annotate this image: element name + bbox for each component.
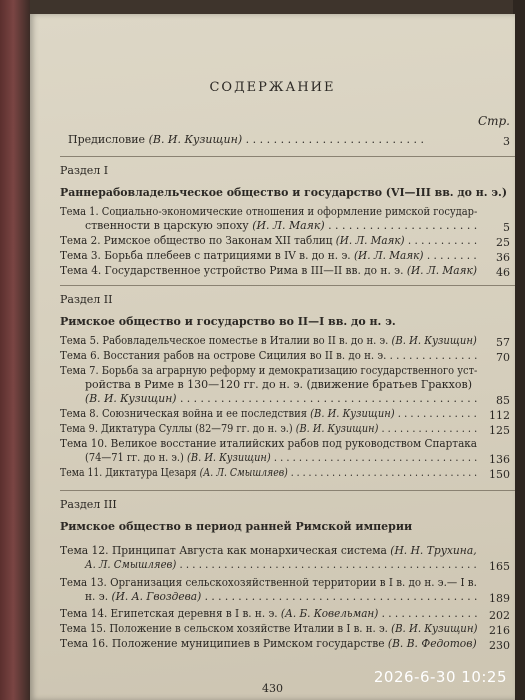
leader-dots: . . . . . . . .	[426, 249, 477, 262]
toc-entry: Тема 7. Борьба за аграрную реформу и демократизацию государственного уст-	[60, 364, 478, 377]
toc-entry: Тема 3. Борьба плебеев с патрициями в IV в. до н. э. (И. Л. Маяк) . . . . . . . .	[60, 249, 477, 262]
leader-dots: . . . . . . . . . . . . . . . . . . . . . . . . . . . . . . . .	[290, 466, 478, 479]
divider	[60, 285, 515, 286]
toc-entry: Тема 13. Организация сельскохозяйственной территории в I в. до н. э.— I в.	[60, 576, 477, 589]
book-page	[30, 14, 515, 700]
page-number: 430	[262, 682, 283, 695]
toc-page-number: 216	[489, 624, 510, 637]
toc-entry: Тема 4. Государственное устройство Рима в III—II вв. до н. э. (И. Л. Маяк)	[60, 264, 477, 277]
toc-entry: Тема 12. Принципат Августа как монархическая система (Н. Н. Трухина,	[60, 544, 477, 557]
photo-timestamp: 2026-6-30 10:25	[373, 668, 507, 686]
toc-entry-continued: А. Л. Смышляев) . . . . . . . . . . . . . . . . . . . . . . . . . . . . . . . . . . . . . . . . . . . . . . .	[85, 558, 477, 571]
page-title: СОДЕРЖАНИЕ	[209, 80, 336, 95]
toc-entry: Тема 15. Положение в сельском хозяйстве Италии в I в. н. э. (В. И. Кузищин)	[60, 622, 478, 635]
toc-page-number: 36	[496, 251, 510, 264]
section-heading: Раздел II	[60, 293, 113, 306]
leader-dots: . . . . . . . . . . . . . . . . . . . . . . . . . . . . . . . . .	[273, 451, 478, 464]
leader-dots: . . . . . . . . . . . . . . .	[381, 607, 478, 620]
toc-page-number: 46	[496, 266, 510, 279]
section-heading: Раздел I	[60, 164, 109, 177]
divider	[60, 156, 515, 157]
toc-entry: Тема 8. Союзническая война и ее последствия (В. И. Кузищин) . . . . . . . . . . . . .	[60, 407, 477, 420]
toc-page-number: 165	[489, 560, 510, 573]
toc-entry-author: (В. И. Кузищин)	[148, 133, 243, 146]
toc-page-number: 70	[496, 351, 510, 364]
page-column-label: Стр.	[477, 114, 510, 128]
toc-page-number: 202	[489, 609, 510, 622]
toc-entry-label: Предисловие	[68, 133, 146, 146]
book-cover-edge	[0, 0, 30, 700]
leader-dots: . . . . . . . . . . . . . . . . . . . . . .	[328, 219, 478, 232]
leader-dots: . . . . . . . . . . . . . . . . . . . . . . . . . .	[245, 133, 424, 146]
toc-entry: Тема 2. Римское общество по Законам XII таблиц (И. Л. Маяк) . . . . . . . . . . .	[60, 234, 478, 247]
toc-entry-continued: ройства в Риме в 130—120 гг. до н. э. (движение братьев Гракхов)	[85, 378, 472, 391]
toc-entry: Тема 9. Диктатура Суллы (82—79 гг. до н. э.) (В. И. Кузищин) . . . . . . . . . . . . . . . .	[60, 422, 478, 435]
toc-page-number: 150	[489, 468, 510, 481]
toc-entry: Тема 14. Египетская деревня в I в. н. э. (А. Б. Ковельман) . . . . . . . . . . . . . . .	[60, 607, 478, 620]
toc-entry-continued: ственности в царскую эпоху (И. Л. Маяк) . . . . . . . . . . . . . . . . . . . . . .	[85, 219, 478, 232]
toc-entry: Тема 11. Диктатура Цезаря (А. Л. Смышляев) . . . . . . . . . . . . . . . . . . . . . . . . . . . . . . . .	[60, 466, 478, 479]
toc-page-number: 230	[489, 639, 510, 652]
toc-page-number: 5	[503, 221, 510, 234]
toc-entry-continued: (74—71 гг. до н. э.) (В. И. Кузищин) . . . . . . . . . . . . . . . . . . . . . . . . . . . . . . . . .	[85, 451, 478, 464]
leader-dots: . . . . . . . . . . . . .	[397, 407, 477, 420]
toc-entry: Тема 5. Рабовладельческое поместье в Италии во II в. до н. э. (В. И. Кузищин)	[60, 334, 477, 347]
toc-entry-continued: н. э. (И. А. Гвоздева) . . . . . . . . . . . . . . . . . . . . . . . . . . . . . . . . . . . . . . . . .	[85, 590, 478, 603]
section-title: Раннерабовладельческое общество и государство (VI—III вв. до н. э.)	[60, 186, 507, 199]
leader-dots: . . . . . . . . . . . . . . . . . . . . . . . . . . . . . . . . . . . . . . . . . . . .	[179, 392, 478, 405]
toc-page-number: 136	[489, 453, 510, 466]
section-title: Римское общество в период ранней Римской империи	[60, 520, 413, 533]
toc-page-number: 57	[496, 336, 510, 349]
divider	[60, 490, 515, 491]
toc-entry: Тема 10. Великое восстание италийских рабов под руководством Спартака	[60, 437, 478, 450]
toc-entry: Тема 16. Положение муниципиев в Римском государстве (В. В. Федотов)	[60, 637, 477, 650]
leader-dots: . . . . . . . . . . . . . . . . . . . . . . . . . . . . . . . . . . . . . . . . . . . . . . .	[179, 558, 477, 571]
leader-dots: . . . . . . . . . . . . . . . . . . . . . . . . . . . . . . . . . . . . . . . . .	[204, 590, 478, 603]
toc-page-number: 25	[496, 236, 510, 249]
section-title: Римское общество и государство во II—I вв. до н. э.	[60, 315, 396, 328]
toc-page-number: 3	[503, 135, 510, 148]
toc-entry-continued: (В. И. Кузищин) . . . . . . . . . . . . . . . . . . . . . . . . . . . . . . . . . . . . . . . . . . . .	[85, 392, 478, 405]
toc-page-number: 189	[489, 592, 510, 605]
toc-page-number: 112	[489, 409, 510, 422]
leader-dots: . . . . . . . . . . . . . . . .	[381, 422, 478, 435]
toc-page-number: 125	[489, 424, 510, 437]
toc-entry: Тема 6. Восстания рабов на острове Сицилия во II в. до н. э. . . . . . . . . . . . . . .	[60, 349, 478, 362]
toc-entry-preface	[68, 133, 424, 147]
leader-dots: . . . . . . . . . . .	[407, 234, 478, 247]
toc-entry: Тема 1. Социально-экономические отношения и оформление римской государ-	[60, 205, 478, 218]
toc-page-number: 85	[496, 394, 510, 407]
leader-dots: . . . . . . . . . . . . . .	[389, 349, 478, 362]
section-heading: Раздел III	[60, 498, 117, 511]
